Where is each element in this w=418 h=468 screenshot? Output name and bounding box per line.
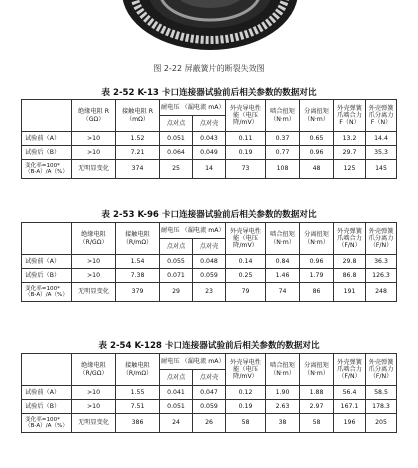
header-spring-mate: 外壳弹簧爪啮合力 （F/N）	[334, 223, 366, 255]
cell: 374	[116, 160, 160, 179]
header-sep: 分离扭矩 （N·m）	[300, 223, 334, 255]
header-v-point: 点对点	[160, 239, 193, 255]
table-row	[22, 386, 397, 400]
row-label: 变化率=100*（B-A）/A（%）	[22, 283, 72, 302]
cell: 25	[160, 160, 193, 179]
cell: 145	[366, 160, 397, 179]
table-2-54-title: 表 2-54 K-128 卡口连接器试验前后相关参数的数据对比	[98, 341, 320, 351]
cell: 无明显变化	[72, 414, 116, 433]
table-row	[22, 400, 397, 414]
table-row	[22, 146, 397, 160]
header-v-shell: 点对壳	[193, 370, 226, 386]
cell: 0.048	[193, 255, 226, 269]
cell: 0.19	[226, 146, 266, 160]
cell: 0.96	[300, 146, 334, 160]
header-v-shell: 点对壳	[193, 239, 226, 255]
row-label: 试验后（B）	[22, 269, 72, 283]
cell: >10	[72, 146, 116, 160]
cell: 0.11	[226, 132, 266, 146]
header-empty	[22, 223, 72, 255]
cell: 191	[334, 283, 366, 302]
header-voltage: 耐电压 （漏电流 mA）	[160, 223, 226, 239]
cell: 0.37	[266, 132, 300, 146]
table-2-53	[21, 222, 397, 302]
cell: 86	[300, 283, 334, 302]
row-label: 试验前（A）	[22, 386, 72, 400]
row-label: 变化率=100*（B-A）/A（%）	[22, 160, 72, 179]
cell: 1.79	[300, 269, 334, 283]
cell: 167.1	[334, 400, 366, 414]
cell: 14	[193, 160, 226, 179]
cell: 1.88	[300, 386, 334, 400]
header-voltage: 耐电压 （漏电流 mA）	[160, 354, 226, 370]
cell: 无明显变化	[72, 283, 116, 302]
header-sep: 分离扭矩（N·m）	[300, 100, 334, 132]
header-contact: 接触电阻 R（mΩ）	[116, 100, 160, 132]
cell: 29.7	[334, 146, 366, 160]
header-contact: 接触电阻 （R/mΩ）	[116, 354, 160, 386]
cell: 0.12	[226, 386, 266, 400]
cell: 29	[160, 283, 193, 302]
figure-caption: 图 2-22 屏蔽簧片的断裂失效图	[153, 64, 265, 73]
cell: 58	[226, 414, 266, 433]
cell: 0.051	[160, 400, 193, 414]
cell: 86.8	[334, 269, 366, 283]
cell: 178.3	[366, 400, 397, 414]
header-shell: 外壳导电性能（电压降/mV）	[226, 100, 266, 132]
row-label: 试验前（A）	[22, 255, 72, 269]
cell: 1.90	[266, 386, 300, 400]
cell: 24	[160, 414, 193, 433]
cell: 0.041	[160, 386, 193, 400]
header-spring-sep: 外壳弹簧爪分离力 （F/N）	[366, 354, 397, 386]
header-mate: 啮合扭矩（N·m）	[266, 100, 300, 132]
cell: 7.21	[116, 146, 160, 160]
header-shell: 外壳导电性能（电压降/mV）	[226, 354, 266, 386]
cell: 58	[300, 414, 334, 433]
row-label: 试验前（A）	[22, 132, 72, 146]
header-v-point: 点对点	[160, 116, 193, 132]
cell: 2.63	[266, 400, 300, 414]
header-contact: 接触电阻 （R/mΩ）	[116, 223, 160, 255]
table-2-53-title: 表 2-53 K-96 卡口连接器试验前后相关参数的数据对比	[101, 210, 317, 220]
cell: >10	[72, 386, 116, 400]
table-2-52-title: 表 2-52 K-13 卡口连接器试验前后相关参数的数据对比	[101, 88, 317, 98]
cell: 205	[366, 414, 397, 433]
cell: 26	[193, 414, 226, 433]
cell: >10	[72, 269, 116, 283]
header-insulation: 绝缘电阻 （R/GΩ）	[72, 223, 116, 255]
cell: 248	[366, 283, 397, 302]
header-spring-mate: 外壳弹簧爪啮合力 F（N）	[334, 100, 366, 132]
row-label: 试验后（B）	[22, 146, 72, 160]
cell: 108	[266, 160, 300, 179]
header-empty	[22, 100, 72, 132]
header-shell: 外壳导电性能（电压降/mV）	[226, 223, 266, 255]
row-label: 试验后（B）	[22, 400, 72, 414]
header-spring-sep: 外壳弹簧爪分离力 F（N）	[366, 100, 397, 132]
cell: 56.4	[334, 386, 366, 400]
cell: 35.3	[366, 146, 397, 160]
table-row	[22, 132, 397, 146]
cell: 0.96	[300, 255, 334, 269]
header-v-shell: 点对壳	[193, 116, 226, 132]
cell: 7.38	[116, 269, 160, 283]
cell: 0.65	[300, 132, 334, 146]
cell: 0.059	[193, 400, 226, 414]
cell: 7.51	[116, 400, 160, 414]
cell: 1.54	[116, 255, 160, 269]
header-spring-sep: 外壳弹簧爪分离力 （F/N）	[366, 223, 397, 255]
cell: 0.047	[193, 386, 226, 400]
cell: 0.055	[160, 255, 193, 269]
cell: 73	[226, 160, 266, 179]
cell: 无明显变化	[72, 160, 116, 179]
table-2-54	[21, 353, 397, 433]
header-insulation: 绝缘电阻 R（GΩ）	[72, 100, 116, 132]
cell: 14.4	[366, 132, 397, 146]
cell: 386	[116, 414, 160, 433]
cell: 1.55	[116, 386, 160, 400]
cell: 0.071	[160, 269, 193, 283]
table-row	[22, 269, 397, 283]
table-row	[22, 255, 397, 269]
cell: 1.46	[266, 269, 300, 283]
cell: 1.52	[116, 132, 160, 146]
table-row	[22, 414, 397, 433]
cell: 0.84	[266, 255, 300, 269]
cell: 48	[300, 160, 334, 179]
cell: 38	[266, 414, 300, 433]
cell: 0.059	[193, 269, 226, 283]
header-empty	[22, 354, 72, 386]
cell: 29.8	[334, 255, 366, 269]
header-spring-mate: 外壳弹簧爪啮合力 （F/N）	[334, 354, 366, 386]
table-row	[22, 283, 397, 302]
header-insulation: 绝缘电阻 （R/GΩ）	[72, 354, 116, 386]
header-sep: 分离扭矩 （N·m）	[300, 354, 334, 386]
cell: 125	[334, 160, 366, 179]
spring-fracture-photo	[0, 0, 418, 52]
cell: 36.3	[366, 255, 397, 269]
cell: 74	[266, 283, 300, 302]
cell: 79	[226, 283, 266, 302]
cell: 0.043	[193, 132, 226, 146]
header-voltage: 耐电压 （漏电流 mA）	[160, 100, 226, 116]
cell: 23	[193, 283, 226, 302]
cell: 0.77	[266, 146, 300, 160]
cell: 58.5	[366, 386, 397, 400]
cell: 2.97	[300, 400, 334, 414]
header-v-point: 点对点	[160, 370, 193, 386]
header-mate: 啮合扭矩 （N·m）	[266, 354, 300, 386]
cell: >10	[72, 132, 116, 146]
table-2-52	[21, 99, 397, 179]
cell: 0.049	[193, 146, 226, 160]
cell: 0.064	[160, 146, 193, 160]
header-mate: 啮合扭矩 （N·m）	[266, 223, 300, 255]
cell: 0.14	[226, 255, 266, 269]
cell: >10	[72, 255, 116, 269]
table-row	[22, 160, 397, 179]
cell: 379	[116, 283, 160, 302]
cell: >10	[72, 400, 116, 414]
cell: 0.25	[226, 269, 266, 283]
cell: 0.19	[226, 400, 266, 414]
cell: 13.2	[334, 132, 366, 146]
cell: 196	[334, 414, 366, 433]
row-label: 变化率=100*（B-A）/A（%）	[22, 414, 72, 433]
cell: 126.3	[366, 269, 397, 283]
cell: 0.051	[160, 132, 193, 146]
